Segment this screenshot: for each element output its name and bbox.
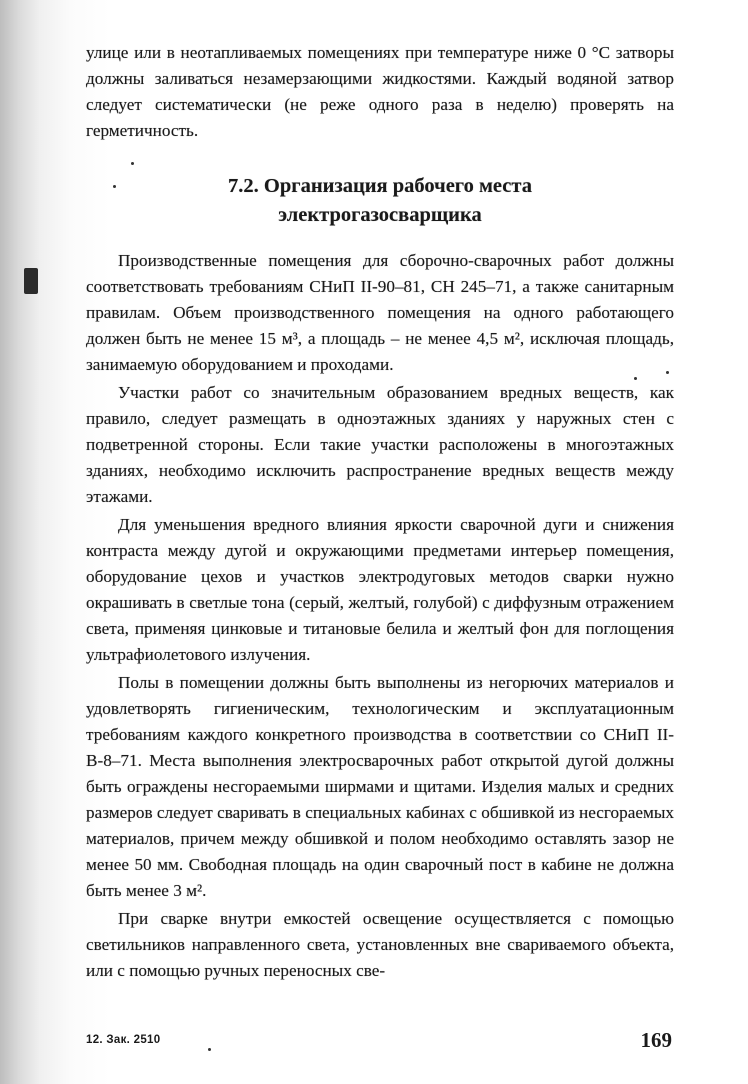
section-heading-line-2: электрогазосварщика bbox=[278, 204, 482, 226]
section-heading bbox=[86, 172, 674, 230]
signature-mark: 12. Зак. 2510 bbox=[86, 1034, 161, 1046]
section-heading-line-1: 7.2. Организация рабочего места bbox=[228, 175, 532, 197]
paragraph-premises-requirements: Производственные помещения для сборочно-сварочных работ должны соответствовать требованиям СНиП II-90–81, СН 245–71, а также санитарным правилам. Объем производственного помещения на одного работающего должен быть не менее 15 м³, а площадь – не менее 4,5 м², исключая площадь, занимаемую оборудованием и проходами. bbox=[86, 251, 674, 374]
intro-paragraph: улице или в неотапливаемых помещениях при температуре ниже 0 °С затворы должны заливаться незамерзающими жидкостями. Каждый водяной затвор следует систематически (не реже одного раза в неделю) проверять на герметичность. bbox=[86, 43, 674, 140]
page-body bbox=[86, 40, 674, 984]
page-number: 169 bbox=[640, 1028, 672, 1052]
paragraph-tank-lighting: При сварке внутри емкостей освещение осуществляется с помощью светильников направленного света, установленных вне свариваемого объекта, или с помощью ручных переносных све- bbox=[86, 909, 674, 980]
page-footer bbox=[86, 1030, 672, 1060]
paragraph-harmful-substances: Участки работ со значительным образованием вредных веществ, как правило, следует размещать в одноэтажных зданиях у наружных стен с подветренной стороны. Если такие участки расположены в многоэтажных зданиях, необходимо исключить распространение вредных веществ между этажами. bbox=[86, 383, 674, 506]
paragraph-arc-brightness: Для уменьшения вредного влияния яркости сварочной дуги и снижения контраста между дугой и окружающими предметами интерьер помещения, оборудование цехов и участков электродуговых методов сварки нужно окрашивать в светлые тона (серый, желтый, голубой) с диффузным отражением света, применяя цинковые и титановые белила и желтый фон для поглощения ультрафиолетового излучения. bbox=[86, 515, 674, 664]
binding-mark bbox=[24, 268, 38, 294]
paragraph-floors-and-booths: Полы в помещении должны быть выполнены из негорючих материалов и удовлетворять гигиеническим, технологическим и эксплуатационным требованиям каждого конкретного производства в соответствии со СНиП II-В-8–71. Места выполнения электросварочных работ открытой дугой должны быть ограждены несгораемыми ширмами и щитами. Изделия малых и средних размеров следует сваривать в специальных кабинах с обшивкой из несгораемых материалов, причем между обшивкой и полом необходимо оставлять зазор не менее 50 мм. Свободная площадь на один сварочный пост в кабине не должна быть менее 3 м². bbox=[86, 673, 674, 900]
